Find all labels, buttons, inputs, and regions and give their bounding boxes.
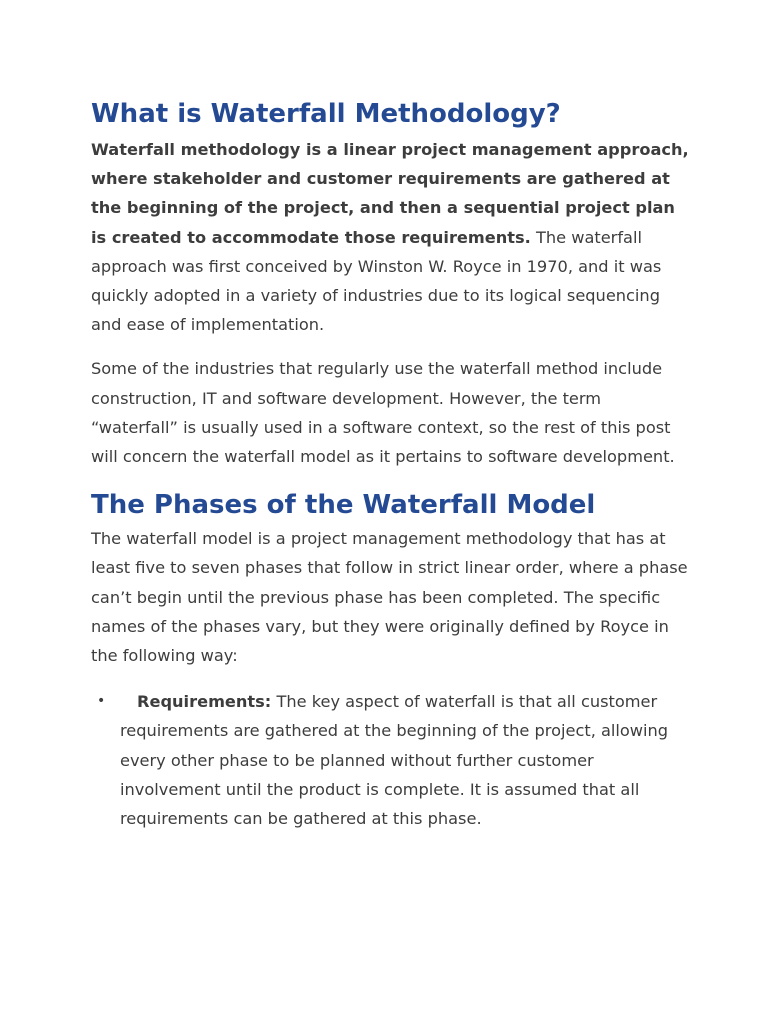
document-page — [91, 96, 691, 833]
list-item-term: Requirements: — [137, 692, 272, 712]
definition-bold-text: Waterfall methodology is a linear project management approach, where stakeholder and customer requirements are gathered at the beginning of the project, and then a sequential project plan is created to accommodate those requirements. — [91, 140, 689, 247]
phases-list — [91, 687, 691, 833]
definition-rest-text: The waterfall approach was first conceived by Winston W. Royce in 1970, and it was quickly adopted in a variety of industries due to its logical sequencing and ease of implementation. — [91, 227, 662, 335]
paragraph-definition — [91, 135, 691, 339]
paragraph-industries: Some of the industries that regularly use the waterfall method include construction, IT and software development. However, the term “waterfall” is usually used in a software context, so the rest of this post will concern the waterfall model as it pertains to software development. — [91, 359, 675, 467]
heading-phases: The Phases of the Waterfall Model — [91, 490, 596, 521]
list-item-text: The key aspect of waterfall is that all customer requirements are gathered at the beginning of the project, allowing every other phase to be planned without further customer involvement until the product is complete. It is assumed that all requirements can be gathered at this phase. — [120, 692, 669, 829]
bullet-icon: • — [97, 693, 106, 710]
heading-what-is-waterfall: What is Waterfall Methodology? — [91, 99, 561, 129]
paragraph-phases-intro: The waterfall model is a project management methodology that has at least five to seven phases that follow in strict linear order, where a phase can’t begin until the previous phase has been completed. The specific names of the phases vary, but they were originally defined by Royce in the following way: — [91, 529, 688, 666]
list-item — [91, 687, 691, 833]
